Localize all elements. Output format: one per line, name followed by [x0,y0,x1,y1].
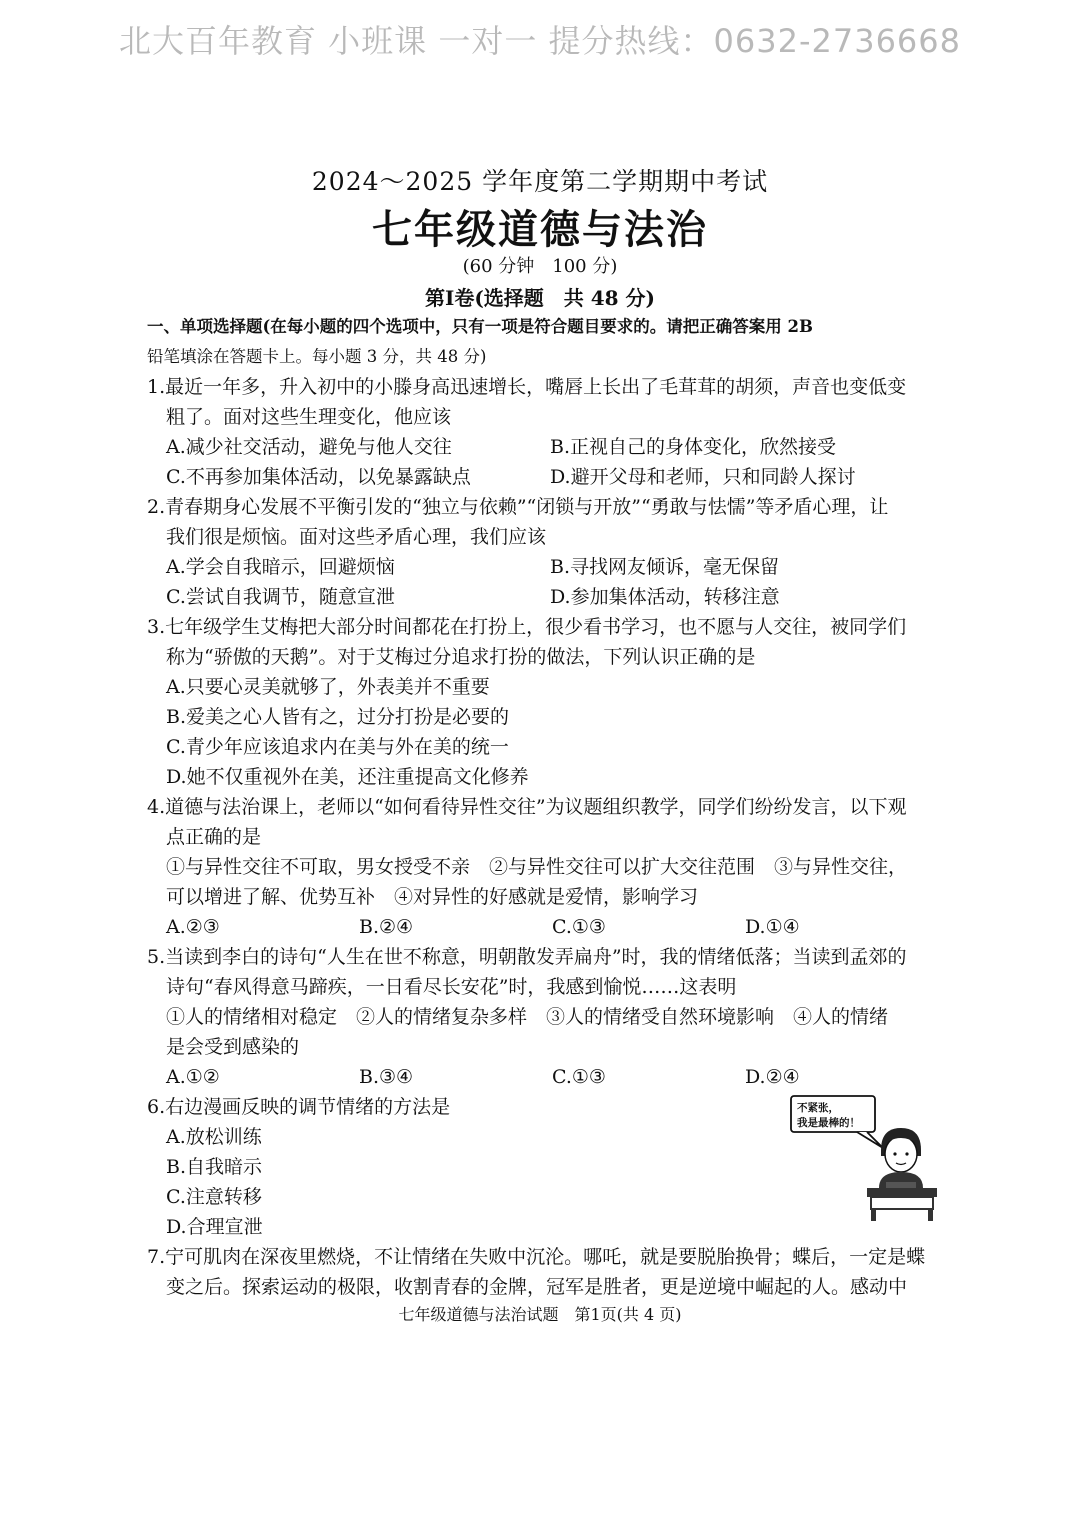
question-stem: 3.七年级学生艾梅把大部分时间都花在打扮上，很少看书学习，也不愿与人交往，被同学们 [147,616,907,638]
option-c: C.不再参加集体活动，以免暴露缺点 [166,466,471,488]
question-stem: 称为“骄傲的天鹅”。对于艾梅过分追求打扮的做法，下列认识正确的是 [166,646,756,668]
page-footer: 七年级道德与法治试题 第1页(共 4 页) [398,1305,682,1324]
options-row [147,1062,947,1092]
option-a: A.②③ [166,916,220,938]
question-stem: 我们很是烦恼。面对这些矛盾心理，我们应该 [166,526,547,548]
options-row [147,912,947,942]
question-stem: 5.当读到李白的诗句“人生在世不称意，明朝散发弄扁舟”时，我的情绪低落；当读到孟郊的 [147,946,907,968]
questions-area [147,312,947,1302]
question-5 [147,942,947,1092]
option-a: A.学会自我暗示，回避烦恼 [166,556,395,578]
option-c: C.注意转移 [166,1186,262,1208]
question-1 [147,372,947,492]
question-6 [147,1092,947,1242]
exam-title: 2024～2025 学年度第二学期期中考试 [311,167,769,196]
question-stem: 点正确的是 [166,826,262,848]
desk-leg [928,1209,933,1221]
question-7 [147,1242,947,1302]
student-eye [893,1152,896,1155]
time-score: (60 分钟 100 分) [462,256,618,277]
question-stem: 7.宁可肌肉在深夜里燃烧，不让情绪在失败中沉沦。哪吒，就是要脱胎换骨；蝶后，一定是蝶 [147,1246,926,1268]
desk-leg [871,1209,876,1221]
desk-front [871,1197,933,1209]
question-stem: 6.右边漫画反映的调节情绪的方法是 [147,1096,451,1118]
option-b: B.自我暗示 [166,1156,263,1178]
student-face [885,1136,917,1172]
speech-bubble-tail [857,1132,883,1148]
option-c: C.①③ [552,916,606,938]
option-b: B.寻找网友倾诉，毫无保留 [550,556,780,578]
question-2 [147,492,947,612]
options-row [147,462,947,492]
statement-line: 可以增进了解、优势互补 ④对异性的好感就是爱情，影响学习 [166,886,699,908]
option-b: B.②④ [359,916,414,938]
option-d: D.她不仅重视外在美，还注重提高文化修养 [166,766,529,788]
statement-line: ①人的情绪相对稳定 ②人的情绪复杂多样 ③人的情绪受自然环境影响 ④人的情绪 [166,1006,889,1028]
statement-line: ①与异性交往不可取，男女授受不亲 ②与异性交往可以扩大交往范围 ③与异性交往， [166,856,908,878]
option-b: B.爱美之心人皆有之，过分打扮是必要的 [166,706,510,728]
option-d: D.②④ [745,1066,800,1088]
question-stem: 2.青春期身心发展不平衡引发的“独立与依赖”“闭锁与开放”“勇敢与怯懦”等矛盾心理，让 [147,496,889,518]
question-3 [147,612,947,792]
question-stem: 1.最近一年多，升入初中的小滕身高迅速增长，嘴唇上长出了毛茸茸的胡须，声音也变低变 [147,376,907,398]
options-row [147,552,947,582]
question-stem: 变之后。探索运动的极限，收割青春的金牌，冠军是胜者，更是逆境中崛起的人。感动中 [166,1276,908,1298]
option-d: D.参加集体活动，转移注意 [550,586,780,608]
option-a: A.放松训练 [166,1126,262,1148]
student-eye [905,1152,908,1155]
question-stem: 4.道德与法治课上，老师以“如何看待异性交往”为议题组织教学，同学们纷纷发言，以下观 [147,796,907,818]
option-c: C.青少年应该追求内在美与外在美的统一 [166,736,509,758]
option-a: A.只要心灵美就够了，外表美并不重要 [166,676,490,698]
question-4 [147,792,947,942]
option-b: B.③④ [359,1066,414,1088]
statement-line: 是会受到感染的 [166,1036,300,1058]
option-d: D.①④ [745,916,800,938]
option-a: A.①② [166,1066,220,1088]
book [886,1182,916,1188]
instructions-line: 铅笔填涂在答题卡上。每小题 3 分，共 48 分) [147,347,487,366]
instructions-line: 一、单项选择题(在每小题的四个选项中，只有一项是符合题目要求的。请把正确答案用 2B [147,317,813,336]
option-d: D.合理宣泄 [166,1216,263,1238]
option-b: B.正视自己的身体变化，欣然接受 [550,436,837,458]
bubble-text: 不紧张， [797,1102,839,1114]
student-cartoon-illustration [787,1092,947,1222]
part-title: 第Ⅰ卷(选择题 共 48 分) [424,286,656,310]
option-d: D.避开父母和老师，只和同龄人探讨 [550,466,856,488]
options-row [147,582,947,612]
subject-title: 七年级道德与法治 [372,206,708,253]
option-a: A.减少社交活动，避免与他人交往 [166,436,452,458]
options-row [147,432,947,462]
bubble-text: 我是最棒的！ [797,1117,860,1129]
question-stem: 诗句“春风得意马蹄疾，一日看尽长安花”时，我感到愉悦……这表明 [166,976,737,998]
option-c: C.①③ [552,1066,606,1088]
watermark: 北大百年教育 小班课 一对一 提分热线：0632-2736668 [118,22,962,60]
question-stem: 粗了。面对这些生理变化，他应该 [166,406,452,428]
desk-top [867,1188,937,1197]
option-c: C.尝试自我调节，随意宣泄 [166,586,395,608]
